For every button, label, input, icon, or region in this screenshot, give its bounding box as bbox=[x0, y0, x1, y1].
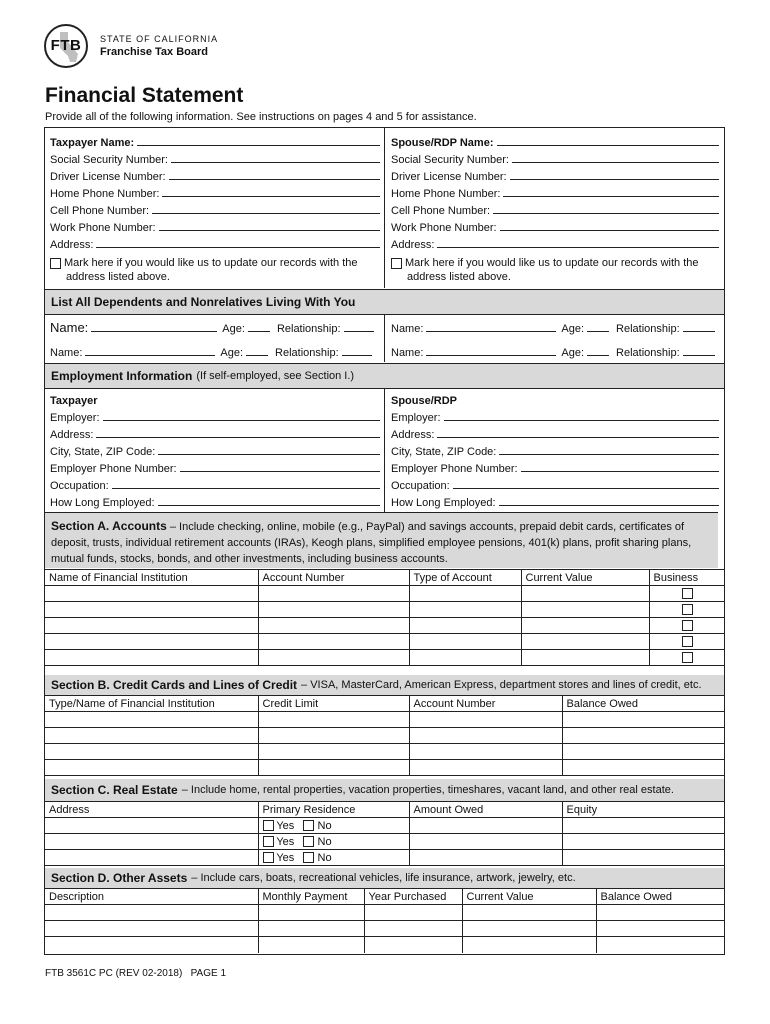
employment-title: Employment Information bbox=[51, 369, 193, 383]
column-header: Amount Owed bbox=[409, 802, 562, 818]
dependent-age-input[interactable] bbox=[587, 355, 609, 356]
table-cell[interactable] bbox=[258, 618, 409, 634]
column-header: Type of Account bbox=[409, 570, 521, 586]
dependent-age-input[interactable] bbox=[248, 331, 270, 332]
table-cell[interactable] bbox=[258, 905, 364, 921]
field-label: Employer Phone Number: bbox=[391, 463, 518, 475]
column-header: Balance Owed bbox=[562, 696, 725, 712]
column-header: Monthly Payment bbox=[258, 889, 364, 905]
column-header: Name of Financial Institution bbox=[45, 570, 258, 586]
spouse-occupation-input[interactable] bbox=[453, 488, 719, 489]
spouse-home-phone-input[interactable] bbox=[503, 196, 719, 197]
field-label: Home Phone Number: bbox=[50, 188, 160, 200]
table-cell[interactable] bbox=[521, 602, 649, 618]
taxpayer-address-input[interactable] bbox=[96, 247, 380, 248]
table-cell[interactable] bbox=[562, 834, 725, 850]
employment-header bbox=[45, 363, 724, 389]
column-header: Business bbox=[649, 570, 725, 586]
employment-field-row bbox=[391, 424, 719, 441]
table-cell[interactable] bbox=[45, 650, 258, 666]
field-label: How Long Employed: bbox=[391, 497, 496, 509]
table-cell[interactable] bbox=[409, 850, 562, 866]
dependent-relationship-label: Relationship: bbox=[616, 323, 680, 335]
logo-text: FTB bbox=[50, 37, 82, 54]
dependent-age-label: Age: bbox=[222, 323, 245, 335]
table-row bbox=[45, 602, 725, 618]
table-cell[interactable] bbox=[258, 921, 364, 937]
table-cell[interactable] bbox=[45, 905, 258, 921]
field-label: Address: bbox=[391, 429, 435, 441]
spouse-city-state-zip-input[interactable] bbox=[499, 454, 719, 455]
yes-checkbox[interactable] bbox=[263, 820, 274, 831]
employment-field-row bbox=[50, 407, 380, 424]
table-row bbox=[45, 921, 725, 937]
taxpayer-block bbox=[50, 132, 380, 284]
primary-residence-cell bbox=[258, 818, 409, 834]
field-label: Employer: bbox=[391, 412, 441, 424]
employment-field-row bbox=[50, 475, 380, 492]
table-cell[interactable] bbox=[45, 634, 258, 650]
section-b-title: Section B. Credit Cards and Lines of Credit bbox=[51, 678, 298, 692]
field-label: Cell Phone Number: bbox=[391, 205, 491, 217]
column-header: Account Number bbox=[258, 570, 409, 586]
employment-taxpayer bbox=[50, 390, 380, 509]
taxpayer-name-row bbox=[50, 132, 380, 149]
field-label: How Long Employed: bbox=[50, 497, 155, 509]
taxpayer-name-label: Taxpayer Name: bbox=[50, 137, 135, 149]
employment-field-row bbox=[391, 492, 719, 509]
table-cell[interactable] bbox=[596, 921, 725, 937]
column-header: Address bbox=[45, 802, 258, 818]
business-cell bbox=[649, 650, 725, 666]
employment-column-heading: Spouse/RDP bbox=[391, 395, 458, 407]
field-label: Address: bbox=[391, 239, 435, 251]
table-row bbox=[45, 728, 725, 744]
employment-field-row bbox=[50, 424, 380, 441]
column-header: Primary Residence bbox=[258, 802, 409, 818]
dependent-relationship-input[interactable] bbox=[342, 355, 372, 356]
no-label: No bbox=[317, 835, 332, 848]
yes-label: Yes bbox=[276, 819, 295, 832]
spouse-work-phone-input[interactable] bbox=[500, 230, 719, 231]
table-cell[interactable] bbox=[562, 728, 725, 744]
taxpayer-cell-phone-input[interactable] bbox=[152, 213, 380, 214]
table-cell[interactable] bbox=[364, 905, 462, 921]
table-cell[interactable] bbox=[45, 712, 258, 728]
credit-cards-table bbox=[45, 695, 725, 776]
dependent-name-input[interactable] bbox=[426, 331, 556, 332]
real-estate-table bbox=[45, 801, 725, 866]
dependent-name-input[interactable] bbox=[85, 355, 215, 356]
employment-spouse bbox=[391, 390, 719, 509]
employment-field-row bbox=[391, 475, 719, 492]
dependent-relationship-label: Relationship: bbox=[275, 347, 339, 359]
table-cell[interactable] bbox=[258, 712, 409, 728]
table-cell[interactable] bbox=[45, 586, 258, 602]
field-label: Employer: bbox=[50, 412, 100, 424]
employment-field-row bbox=[391, 458, 719, 475]
form-footer: FTB 3561C PC (REV 02-2018) PAGE 1 bbox=[45, 968, 227, 979]
business-cell bbox=[649, 586, 725, 602]
update-text: address listed above. bbox=[66, 271, 170, 283]
table-row bbox=[45, 650, 725, 666]
table-row bbox=[45, 760, 725, 776]
section-b-header bbox=[45, 675, 724, 695]
taxpayer-employer-input[interactable] bbox=[103, 420, 380, 421]
table-cell[interactable] bbox=[45, 850, 258, 866]
instructions: Provide all of the following information. See instructions on pages 4 and 5 for assistance. bbox=[45, 111, 477, 123]
table-header-row bbox=[45, 570, 725, 586]
field-label: Driver License Number: bbox=[50, 171, 166, 183]
accounts-table bbox=[45, 569, 725, 666]
agency-label: Franchise Tax Board bbox=[100, 46, 208, 58]
taxpayer-occupation-input[interactable] bbox=[112, 488, 380, 489]
section-a-desc: – Include checking, online, mobile (e.g., PayPal) and savings accounts, prepaid debit cards, certificates of bbox=[169, 521, 685, 533]
table-row bbox=[45, 850, 725, 866]
table-cell[interactable] bbox=[45, 760, 258, 776]
dependent-row bbox=[50, 342, 382, 359]
employment-field-row bbox=[391, 407, 719, 424]
field-label: Occupation: bbox=[50, 480, 109, 492]
column-header: Description bbox=[45, 889, 258, 905]
table-row bbox=[45, 618, 725, 634]
table-row bbox=[45, 818, 725, 834]
section-a-title: Section A. Accounts bbox=[51, 519, 167, 533]
field-label: Cell Phone Number: bbox=[50, 205, 150, 217]
table-cell[interactable] bbox=[521, 586, 649, 602]
dependent-name-label: Name: bbox=[50, 347, 83, 359]
business-cell bbox=[649, 634, 725, 650]
section-a-desc: mutual funds, stocks, bonds, and other investments, including business accounts. bbox=[51, 553, 448, 565]
spouse-field-row bbox=[391, 217, 719, 234]
table-cell[interactable] bbox=[596, 905, 725, 921]
dependent-age-input[interactable] bbox=[587, 331, 609, 332]
table-cell[interactable] bbox=[409, 818, 562, 834]
dependent-relationship-label: Relationship: bbox=[276, 323, 341, 335]
section-d-desc: – Include cars, boats, recreational vehicles, life insurance, artwork, jewelry, etc. bbox=[191, 872, 576, 884]
table-cell[interactable] bbox=[409, 744, 562, 760]
spouse-driver-license-input[interactable] bbox=[510, 179, 719, 180]
yes-label: Yes bbox=[276, 835, 295, 848]
spouse-field-row bbox=[391, 234, 719, 251]
dependent-row bbox=[391, 318, 723, 335]
business-checkbox[interactable] bbox=[682, 636, 693, 647]
page-title: Financial Statement bbox=[45, 84, 244, 107]
table-cell[interactable] bbox=[258, 650, 409, 666]
primary-residence-cell bbox=[258, 850, 409, 866]
table-cell[interactable] bbox=[521, 650, 649, 666]
taxpayer-ssn-input[interactable] bbox=[171, 162, 380, 163]
section-d-title: Section D. Other Assets bbox=[51, 871, 188, 885]
section-a-desc: deposit, trusts, individual retirement accounts (IRAs), Keogh plans, simplified employee pensions, 401(k) plans, profit sharing plans, bbox=[51, 537, 692, 549]
employment-field-row bbox=[50, 458, 380, 475]
dependent-name-input[interactable] bbox=[426, 355, 556, 356]
dependent-relationship-input[interactable] bbox=[683, 355, 715, 356]
field-label: Work Phone Number: bbox=[50, 222, 156, 234]
table-cell[interactable] bbox=[409, 712, 562, 728]
yes-label: Yes bbox=[276, 851, 295, 864]
table-row bbox=[45, 937, 725, 953]
business-checkbox[interactable] bbox=[682, 588, 693, 599]
table-cell[interactable] bbox=[562, 760, 725, 776]
table-row bbox=[45, 586, 725, 602]
table-cell[interactable] bbox=[562, 850, 725, 866]
table-cell[interactable] bbox=[409, 602, 521, 618]
update-text: Mark here if you would like us to update our records with the bbox=[405, 257, 699, 269]
field-label: City, State, ZIP Code: bbox=[391, 446, 497, 458]
column-header: Account Number bbox=[409, 696, 562, 712]
column-header: Equity bbox=[562, 802, 725, 818]
update-text: address listed above. bbox=[407, 271, 511, 283]
field-label: Social Security Number: bbox=[391, 154, 509, 166]
section-d-header bbox=[45, 868, 724, 888]
field-label: Address: bbox=[50, 239, 94, 251]
business-cell bbox=[649, 618, 725, 634]
dependent-relationship-label: Relationship: bbox=[616, 347, 680, 359]
table-cell[interactable] bbox=[562, 818, 725, 834]
table-cell[interactable] bbox=[45, 921, 258, 937]
no-label: No bbox=[317, 819, 332, 832]
dependent-age-label: Age: bbox=[561, 323, 585, 335]
dependent-relationship-input[interactable] bbox=[683, 331, 715, 332]
dependent-row bbox=[391, 342, 723, 359]
table-row bbox=[45, 744, 725, 760]
dependent-age-label: Age: bbox=[220, 347, 244, 359]
spouse-name-input[interactable] bbox=[497, 145, 720, 146]
spouse-employer-phone-input[interactable] bbox=[521, 471, 719, 472]
field-label: City, State, ZIP Code: bbox=[50, 446, 156, 458]
dependents-divider bbox=[384, 314, 385, 362]
table-cell[interactable] bbox=[409, 834, 562, 850]
dependent-relationship-input[interactable] bbox=[344, 331, 374, 332]
spouse-cell-phone-input[interactable] bbox=[493, 213, 719, 214]
business-checkbox[interactable] bbox=[682, 620, 693, 631]
ftb-logo bbox=[44, 24, 88, 68]
table-cell[interactable] bbox=[596, 937, 725, 953]
employment-field-row bbox=[50, 441, 380, 458]
table-cell[interactable] bbox=[258, 744, 409, 760]
spouse-employer-address-input[interactable] bbox=[437, 437, 719, 438]
table-row bbox=[45, 905, 725, 921]
spouse-field-row bbox=[391, 149, 719, 166]
field-label: Occupation: bbox=[391, 480, 450, 492]
table-cell[interactable] bbox=[258, 602, 409, 618]
table-header-row bbox=[45, 889, 725, 905]
taxpayer-city-state-zip-input[interactable] bbox=[158, 454, 380, 455]
taxpayer-home-phone-input[interactable] bbox=[162, 196, 380, 197]
field-label: Social Security Number: bbox=[50, 154, 168, 166]
employment-column-heading: Taxpayer bbox=[50, 395, 98, 407]
spouse-ssn-input[interactable] bbox=[512, 162, 719, 163]
column-header: Type/Name of Financial Institution bbox=[45, 696, 258, 712]
spouse-name-row bbox=[391, 132, 719, 149]
dependent-age-input[interactable] bbox=[246, 355, 268, 356]
taxpayer-employer-address-input[interactable] bbox=[96, 437, 380, 438]
no-checkbox[interactable] bbox=[303, 820, 314, 831]
employment-note: (If self-employed, see Section I.) bbox=[196, 370, 355, 382]
table-cell[interactable] bbox=[521, 618, 649, 634]
other-assets-table bbox=[45, 888, 725, 953]
taxpayer-field-row bbox=[50, 200, 380, 217]
dependent-name-label: Name: bbox=[391, 323, 424, 335]
table-cell[interactable] bbox=[258, 728, 409, 744]
table-cell[interactable] bbox=[364, 937, 462, 953]
taxpayer-driver-license-input[interactable] bbox=[169, 179, 380, 180]
section-c-desc: – Include home, rental properties, vacation properties, timeshares, vacant land, and other real estate. bbox=[181, 784, 674, 796]
table-cell[interactable] bbox=[45, 818, 258, 834]
employment-field-row bbox=[50, 492, 380, 509]
spouse-address-input[interactable] bbox=[437, 247, 719, 248]
spouse-name-label: Spouse/RDP Name: bbox=[391, 137, 494, 149]
taxpayer-work-phone-input[interactable] bbox=[159, 230, 380, 231]
column-header: Credit Limit bbox=[258, 696, 409, 712]
table-cell[interactable] bbox=[45, 744, 258, 760]
dependents-header bbox=[45, 289, 724, 315]
table-cell[interactable] bbox=[521, 634, 649, 650]
field-label: Address: bbox=[50, 429, 94, 441]
taxpayer-update-option bbox=[50, 256, 380, 284]
table-cell[interactable] bbox=[409, 760, 562, 776]
column-header: Current Value bbox=[521, 570, 649, 586]
taxpayer-name-input[interactable] bbox=[137, 145, 380, 146]
table-cell[interactable] bbox=[45, 602, 258, 618]
update-text: Mark here if you would like us to update our records with the bbox=[64, 257, 358, 269]
field-label: Driver License Number: bbox=[391, 171, 507, 183]
yes-checkbox[interactable] bbox=[263, 836, 274, 847]
table-cell[interactable] bbox=[364, 921, 462, 937]
spouse-block bbox=[391, 132, 719, 284]
column-header: Current Value bbox=[462, 889, 596, 905]
state-label: STATE OF CALIFORNIA bbox=[100, 34, 219, 44]
business-checkbox[interactable] bbox=[682, 604, 693, 615]
section-b-desc: – VISA, MasterCard, American Express, department stores and lines of credit, etc. bbox=[301, 679, 702, 691]
no-checkbox[interactable] bbox=[303, 852, 314, 863]
table-cell[interactable] bbox=[562, 712, 725, 728]
taxpayer-field-row bbox=[50, 234, 380, 251]
section-a-header bbox=[45, 512, 718, 568]
table-cell[interactable] bbox=[409, 728, 562, 744]
yes-checkbox[interactable] bbox=[263, 852, 274, 863]
spouse-field-row bbox=[391, 200, 719, 217]
table-cell[interactable] bbox=[258, 937, 364, 953]
table-cell[interactable] bbox=[45, 937, 258, 953]
dependent-name-input[interactable] bbox=[91, 331, 217, 332]
table-cell[interactable] bbox=[562, 744, 725, 760]
table-cell[interactable] bbox=[45, 834, 258, 850]
no-label: No bbox=[317, 851, 332, 864]
business-cell bbox=[649, 602, 725, 618]
table-cell[interactable] bbox=[462, 937, 596, 953]
business-checkbox[interactable] bbox=[682, 652, 693, 663]
dependent-age-label: Age: bbox=[561, 347, 585, 359]
table-cell[interactable] bbox=[409, 650, 521, 666]
employment-divider bbox=[384, 388, 385, 512]
field-label: Home Phone Number: bbox=[391, 188, 501, 200]
table-cell[interactable] bbox=[462, 905, 596, 921]
section-c-title: Section C. Real Estate bbox=[51, 783, 178, 797]
section-c-header bbox=[45, 779, 724, 801]
spouse-field-row bbox=[391, 183, 719, 200]
personal-divider bbox=[384, 128, 385, 288]
taxpayer-field-row bbox=[50, 149, 380, 166]
taxpayer-how-long-employed-input[interactable] bbox=[158, 505, 380, 506]
taxpayer-field-row bbox=[50, 166, 380, 183]
spouse-update-checkbox[interactable] bbox=[391, 258, 402, 269]
table-row bbox=[45, 712, 725, 728]
no-checkbox[interactable] bbox=[303, 836, 314, 847]
primary-residence-cell bbox=[258, 834, 409, 850]
table-cell[interactable] bbox=[258, 586, 409, 602]
table-cell[interactable] bbox=[462, 921, 596, 937]
taxpayer-update-checkbox[interactable] bbox=[50, 258, 61, 269]
field-label: Work Phone Number: bbox=[391, 222, 497, 234]
dependent-name-label: Name: bbox=[391, 347, 424, 359]
dependent-name-label: Name: bbox=[50, 320, 89, 335]
taxpayer-field-row bbox=[50, 183, 380, 200]
table-row bbox=[45, 834, 725, 850]
field-label: Employer Phone Number: bbox=[50, 463, 177, 475]
dependents-title: List All Dependents and Nonrelatives Living With You bbox=[51, 295, 356, 309]
spouse-field-row bbox=[391, 166, 719, 183]
table-cell[interactable] bbox=[409, 586, 521, 602]
table-cell[interactable] bbox=[45, 618, 258, 634]
table-cell[interactable] bbox=[258, 634, 409, 650]
table-header-row bbox=[45, 696, 725, 712]
table-cell[interactable] bbox=[409, 634, 521, 650]
column-header: Year Purchased bbox=[364, 889, 462, 905]
table-cell[interactable] bbox=[258, 760, 409, 776]
spouse-update-option bbox=[391, 256, 719, 284]
dependent-row bbox=[50, 318, 382, 335]
table-cell[interactable] bbox=[409, 618, 521, 634]
spouse-how-long-employed-input[interactable] bbox=[499, 505, 719, 506]
taxpayer-employer-phone-input[interactable] bbox=[180, 471, 380, 472]
taxpayer-field-row bbox=[50, 217, 380, 234]
table-header-row bbox=[45, 802, 725, 818]
spouse-employer-input[interactable] bbox=[444, 420, 719, 421]
column-header: Balance Owed bbox=[596, 889, 725, 905]
employment-field-row bbox=[391, 441, 719, 458]
table-row bbox=[45, 634, 725, 650]
table-cell[interactable] bbox=[45, 728, 258, 744]
